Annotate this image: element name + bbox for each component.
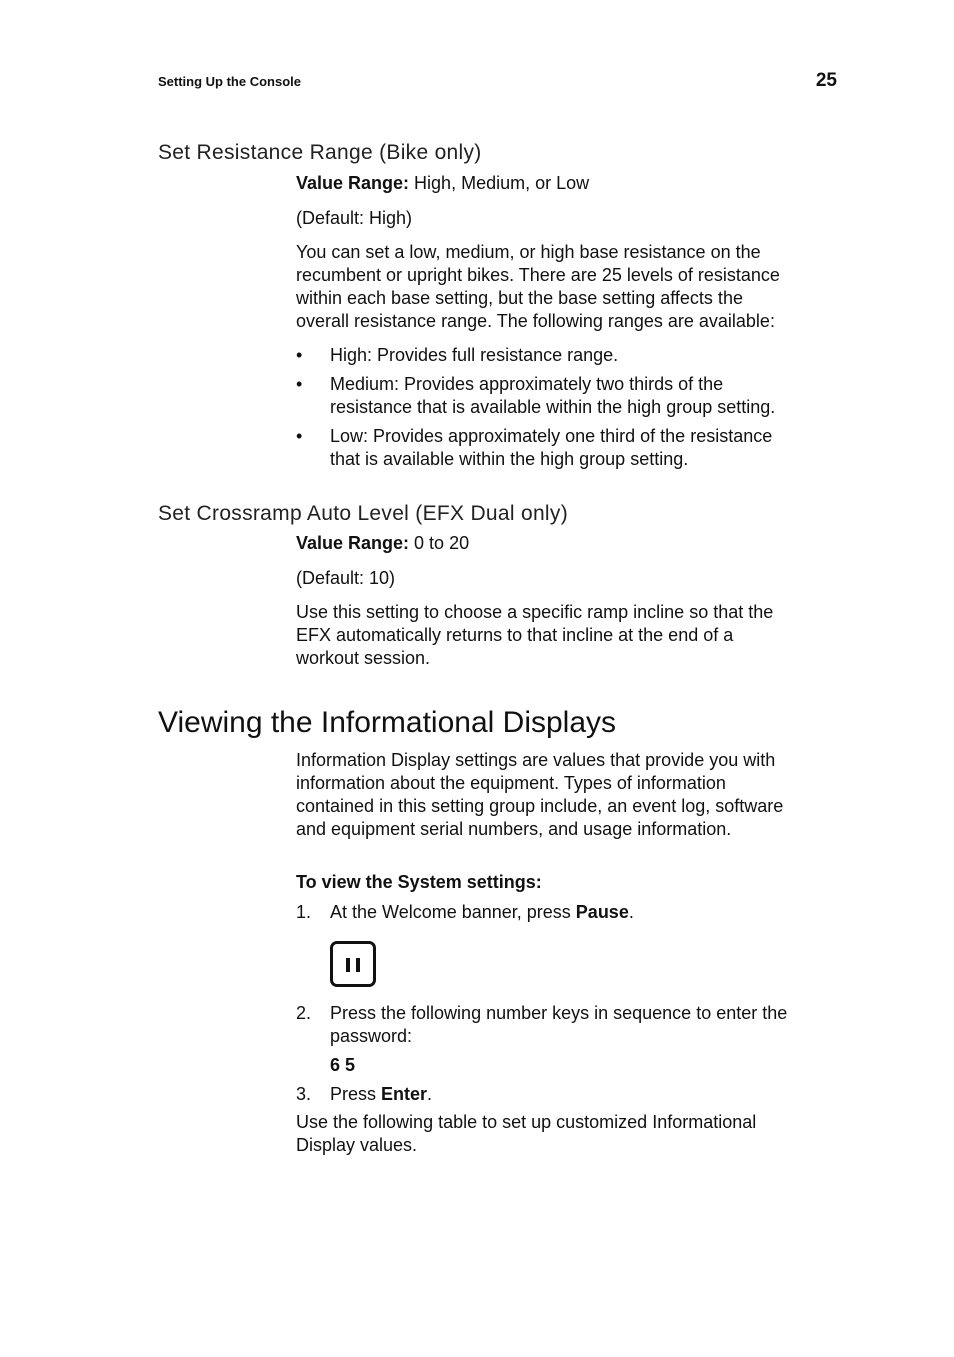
step-text-pre: Press — [330, 1084, 382, 1104]
bullet-text: High: Provides full resistance range. — [330, 345, 619, 365]
section-heading-resistance: Set Resistance Range (Bike only) — [158, 141, 482, 164]
resistance-description — [296, 241, 836, 333]
bullet-icon: • — [296, 374, 303, 394]
step-3 — [296, 1083, 836, 1106]
paragraph-line: Information Display settings are values that provide you with — [296, 750, 776, 770]
paragraph-line: Display values. — [296, 1135, 418, 1155]
value-range-text: 0 to 20 — [409, 533, 470, 553]
paragraph-line: information about the equipment. Types of information — [296, 773, 726, 793]
crossramp-description — [296, 601, 836, 670]
chapter-heading: Viewing the Informational Displays — [158, 706, 617, 739]
paragraph-line: EFX automatically returns to that incline at the end of a — [296, 625, 734, 645]
procedure-title: To view the System settings: — [296, 872, 542, 892]
step-text-post: . — [628, 902, 634, 922]
resistance-default: (Default: High) — [296, 208, 413, 228]
step-2 — [296, 1002, 836, 1048]
bullet-line: Low: Provides approximately one third of the resistance — [330, 426, 773, 446]
info-description — [296, 749, 836, 841]
value-range-text: High, Medium, or Low — [409, 173, 590, 193]
password-keys: 6 5 — [330, 1055, 356, 1075]
pause-key-name: Pause — [575, 902, 629, 922]
value-range-label: Value Range: — [296, 533, 410, 553]
paragraph-line: within each base setting, but the base setting affects the — [296, 288, 743, 308]
enter-key-name: Enter — [381, 1084, 428, 1104]
paragraph-line: Use this setting to choose a specific ramp incline so that the — [296, 602, 774, 622]
paragraph-line: and equipment serial numbers, and usage information. — [296, 819, 732, 839]
step-1 — [296, 901, 836, 924]
page-number: 25 — [815, 70, 837, 91]
paragraph-line: You can set a low, medium, or high base resistance on the — [296, 242, 761, 262]
bullet-text — [330, 373, 830, 419]
step-line: password: — [330, 1026, 413, 1046]
running-header: Setting Up the Console — [158, 74, 301, 89]
bullet-icon: • — [296, 426, 303, 446]
section-heading-crossramp: Set Crossramp Auto Level (EFX Dual only) — [158, 502, 568, 525]
value-range-label: Value Range: — [296, 173, 410, 193]
pause-bar-right — [356, 958, 360, 972]
step-text — [330, 1002, 836, 1048]
step-text-post: . — [427, 1084, 433, 1104]
bullet-line: Medium: Provides approximately two thirds of the — [330, 374, 724, 394]
step-number: 2. — [296, 1003, 312, 1023]
step-number: 3. — [296, 1084, 312, 1104]
bullet-text — [330, 425, 830, 471]
crossramp-default: (Default: 10) — [296, 568, 396, 588]
pause-bar-left — [346, 958, 350, 972]
paragraph-line: recumbent or upright bikes. There are 25 levels of resistance — [296, 265, 780, 285]
paragraph-line: overall resistance range. The following ranges are available: — [296, 311, 775, 331]
paragraph-line: Use the following table to set up customized Informational — [296, 1112, 757, 1132]
paragraph-line: contained in this setting group include, an event log, software — [296, 796, 784, 816]
paragraph-line: workout session. — [296, 648, 431, 668]
bullet-line: that is available within the high group setting. — [330, 449, 689, 469]
bullet-line: resistance that is available within the high group setting. — [330, 397, 776, 417]
closing-paragraph — [296, 1111, 836, 1157]
resistance-value-range — [296, 172, 836, 195]
step-number: 1. — [296, 902, 312, 922]
pause-key-icon — [330, 941, 376, 987]
step-text — [330, 1083, 836, 1106]
step-line: Press the following number keys in sequence to enter the — [330, 1003, 788, 1023]
bullet-icon: • — [296, 345, 303, 365]
step-text-pre: At the Welcome banner, press — [330, 902, 576, 922]
crossramp-value-range — [296, 532, 836, 555]
step-text — [330, 901, 836, 924]
